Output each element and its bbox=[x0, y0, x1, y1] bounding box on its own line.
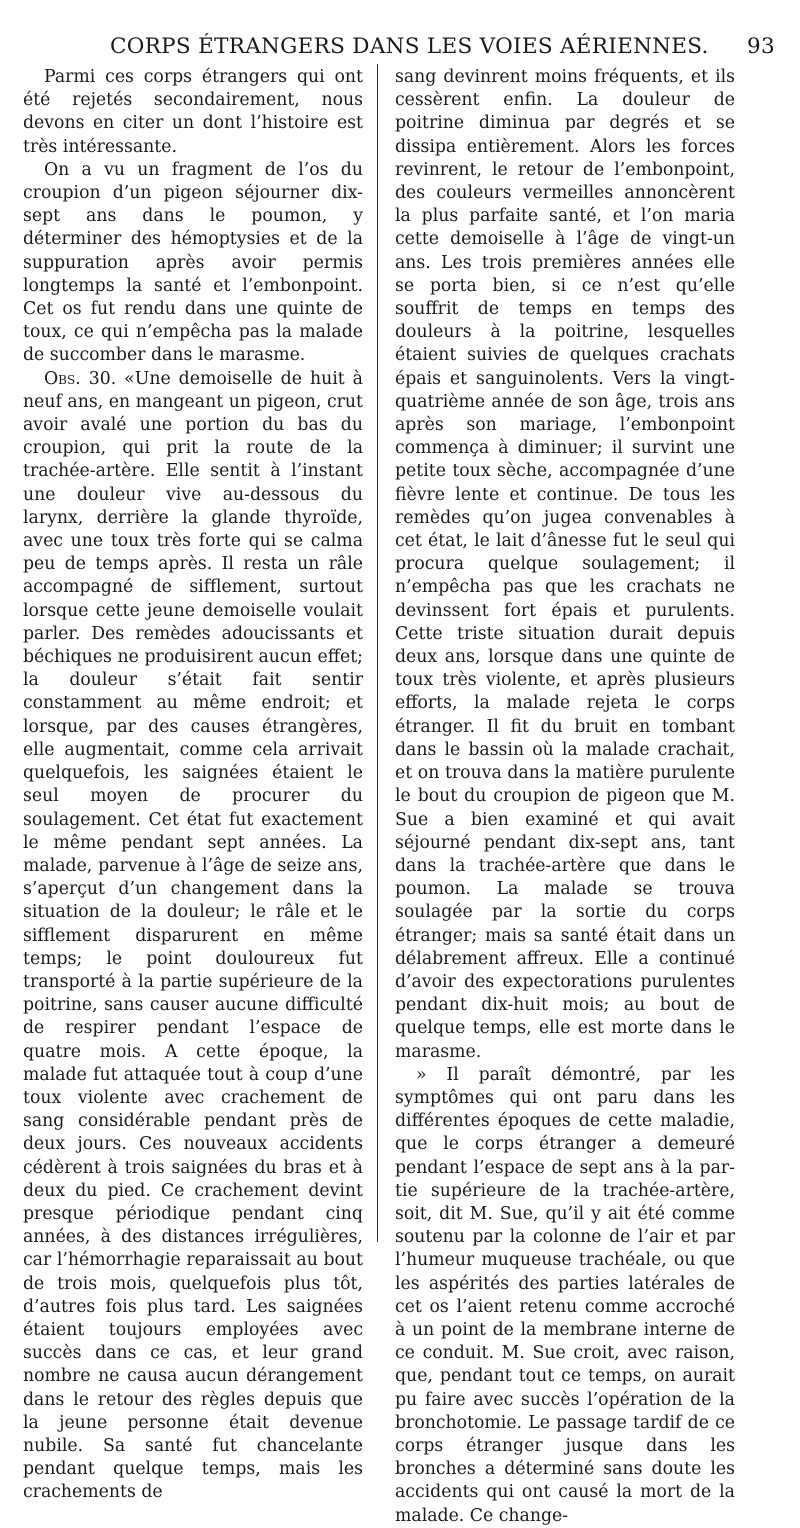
paragraph-continuation: sang devinrent moins fréquents, et ils cessèrent enfin. La douleur de poitrine diminua par degrés et se dissipa entièrement. Alors les forces revinrent, le retour de l’embonpoint, des couleurs vermeilles annoncèrent la plus parfaite santé, et l’on maria cette demoiselle à l’âge de vingt-un ans. Les trois premières années elle se porta bien, si ce n’est qu’elle souffrit de temps en temps des douleurs à la poitrine, lesquelles étaient suivies de quelques crachats épais et sanguinolents. Vers la vingt-quatrième année de son âge, trois ans après son mariage, l’embonpoint commença à diminuer; il survint une petite toux sèche, accompagnée d’une fièvre lente et continue. De tous les remèdes qu’on jugea convenables à cet état, le lait d’ânesse fut le seul qui procura quelque soulagement; il n’empêcha pas que les crachats ne devinssent fort épais et purulents. Cette triste situation durait depuis deux ans, lorsque dans une quinte de toux très violente, et après plusieurs efforts, la malade rejeta le corps étranger. Il fit du bruit en tombant dans le bassin où la malade crachait, et on trouva dans la matière purulente le bout du croupion de pigeon que M. Sue a bien examiné et qui avait séjourné pendant dix-sept ans, tant dans la trachée-artère que dans le poumon. La malade se trouva soulagée par la sortie du corps étranger; mais sa santé était dans un délabrement affreux. Elle a continué d’avoir des expectorations purulentes pendant dix-huit mois; au bout de quelque temps, elle est morte dans le marasme. bbox=[395, 67, 735, 1062]
paragraph-pigeon-bone: On a vu un fragment de l’os du croupion d’un pigeon séjourner dix-sept ans dans le poumon, y déterminer des hémoptysies et de la suppuration après avoir permis longtemps la santé et l’embonpoint. Cet os fut rendu dans une quinte de toux, ce qui n’empêcha pas la malade de succomber dans le marasme. bbox=[23, 159, 363, 366]
page-number: 93 bbox=[747, 34, 775, 59]
running-title: CORPS ÉTRANGERS DANS LES VOIES AÉRIENNES. bbox=[110, 34, 709, 59]
column-divider bbox=[377, 64, 378, 1242]
observation-label: Obs. 30. bbox=[44, 368, 117, 389]
running-header bbox=[110, 34, 775, 62]
paragraph-conclusion: » Il paraît démontré, par les symptômes qui ont paru dans les différentes époques de cette maladie, que le corps étranger a demeuré pendant l’espace de sept ans à la partie supérieure de la trachée-artère, soit, dit M. Sue, qu’il y ait été comme soutenu par la colonne de l’air et par l’humeur muqueuse trachéale, ou que les aspérités des parties latérales de cet os l’aient retenu comme accroché à un point de la membrane interne de ce conduit. M. Sue croit, avec raison, que, pendant tout ce temps, on aurait pu faire avec succès l’opération de la bronchotomie. Le passage tardif de ce corps étranger jusque dans les bronches a déterminé sans doute les accidents qui ont causé la mort de la malade. Ce change- bbox=[395, 1064, 735, 1526]
right-column bbox=[395, 66, 735, 1528]
paragraph-observation-30 bbox=[23, 368, 363, 1505]
observation-text: «Une demoiselle de huit à neuf ans, en mangeant un pigeon, crut avoir avalé une portion du bas du croupion, qui prit la route de la trachée-artère. Elle sentit à l’instant une douleur vive au-dessous du larynx, derrière la glande thyroïde, avec une toux très forte qui se calma peu de temps après. Il resta un râle accompagné de sifflement, surtout lorsque cette jeune demoiselle voulait parler. Des remèdes adoucissants et béchiques ne produisirent aucun effet; la douleur s’était fait sentir constamment au même endroit; et lorsque, par des causes étrangères, elle augmentait, comme cela arrivait quelquefois, les saignées étaient le seul moyen de procurer du soulagement. Cet état fut exactement le même pendant sept années. La malade, parvenue à l’âge de seize ans, s’aperçut d’un changement dans la situation de la douleur; le râle et le sifflement disparurent en même temps; le point douloureux fut transporté à la partie supérieure de la poitrine, sans causer aucune difficulté de respirer pendant l’espace de quatre mois. A cette époque, la malade fut attaquée tout à coup d’une toux violente avec crachement de sang considérable pendant près de deux jours. Ces nouveaux accidents cédèrent à trois saignées du bras et à deux du pied. Ce crachement devint presque périodique pendant cinq années, à des distances irrégulières, car l’hémorrhagie reparaissait au bout de trois mois, quelquefois plus tôt, d’autres fois plus tard. Les saignées étaient toujours employées avec succès dans ce cas, et leur grand nombre ne causa aucun dérangement dans le retour des règles depuis que la jeune personne était devenue nubile. Sa santé fut chancelante pendant quelque temps, mais les crachements de bbox=[23, 368, 363, 1503]
left-column bbox=[23, 66, 363, 1505]
paragraph-intro: Parmi ces corps étrangers qui ont été rejetés secondairement, nous devons en citer un dont l’histoire est très intéressante. bbox=[23, 67, 363, 157]
